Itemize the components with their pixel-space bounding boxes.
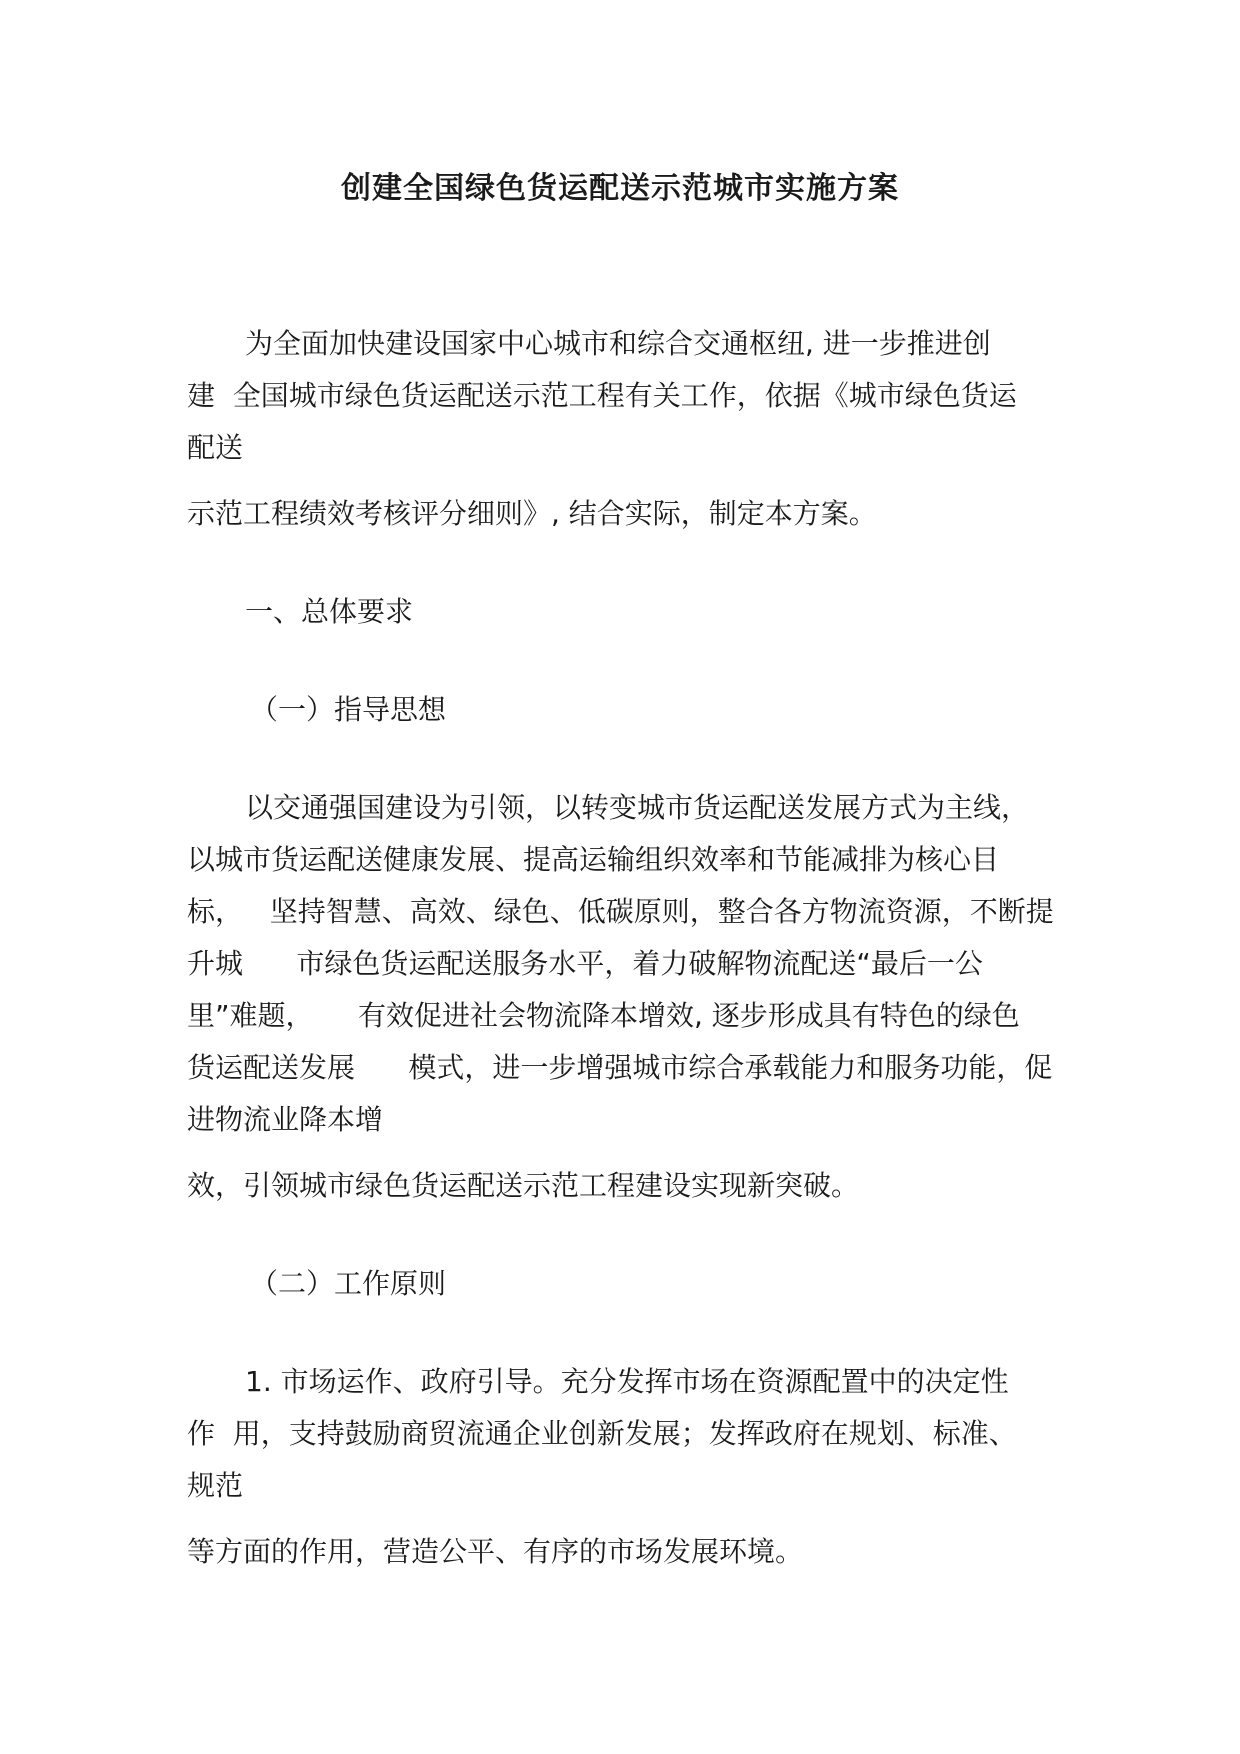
body-line: 标， 坚持智慧、高效、绿色、低碳原则，整合各方物流资源，不断提 bbox=[187, 895, 1054, 928]
body-line: 升城 市绿色货运配送服务水平，着力破解物流配送“最后一公 bbox=[187, 947, 983, 980]
body-line: 货运配送发展 模式，进一步增强城市综合承载能力和服务功能，促 bbox=[187, 1051, 1053, 1084]
body-line: 里”难题， 有效促进社会物流降本增效, 逐步形成具有特色的绿色 bbox=[187, 999, 1020, 1032]
body-line: 进物流业降本增 bbox=[187, 1103, 384, 1136]
body-line: 规范 bbox=[187, 1469, 244, 1502]
document-title: 创建全国绿色货运配送示范城市实施方案 bbox=[341, 171, 899, 206]
subsection-heading: （二）工作原则 bbox=[250, 1267, 447, 1300]
body-line: 以城市货运配送健康发展、提高运输组织效率和节能减排为核心目 bbox=[187, 843, 1000, 876]
body-line: 作 用，支持鼓励商贸流通企业创新发展；发挥政府在规划、标准、 bbox=[187, 1417, 1017, 1450]
body-line: 效，引领城市绿色货运配送示范工程建设实现新突破。 bbox=[187, 1169, 860, 1202]
subsection-heading: （一）指导思想 bbox=[250, 693, 447, 726]
body-line: 等方面的作用，营造公平、有序的市场发展环境。 bbox=[187, 1535, 804, 1568]
body-line: 1. 市场运作、政府引导。充分发挥市场在资源配置中的决定性 bbox=[245, 1365, 1009, 1398]
section-heading: 一、总体要求 bbox=[245, 595, 414, 628]
body-line: 示范工程绩效考核评分细则》, 结合实际，制定本方案。 bbox=[187, 497, 877, 530]
body-line: 以交通强国建设为引领，以转变城市货运配送发展方式为主线， bbox=[245, 791, 1030, 824]
body-line: 建 全国城市绿色货运配送示范工程有关工作，依据《城市绿色货运 bbox=[187, 379, 1017, 412]
body-line: 为全面加快建设国家中心城市和综合交通枢纽, 进一步推进创 bbox=[245, 327, 991, 360]
body-line: 配送 bbox=[187, 431, 244, 464]
